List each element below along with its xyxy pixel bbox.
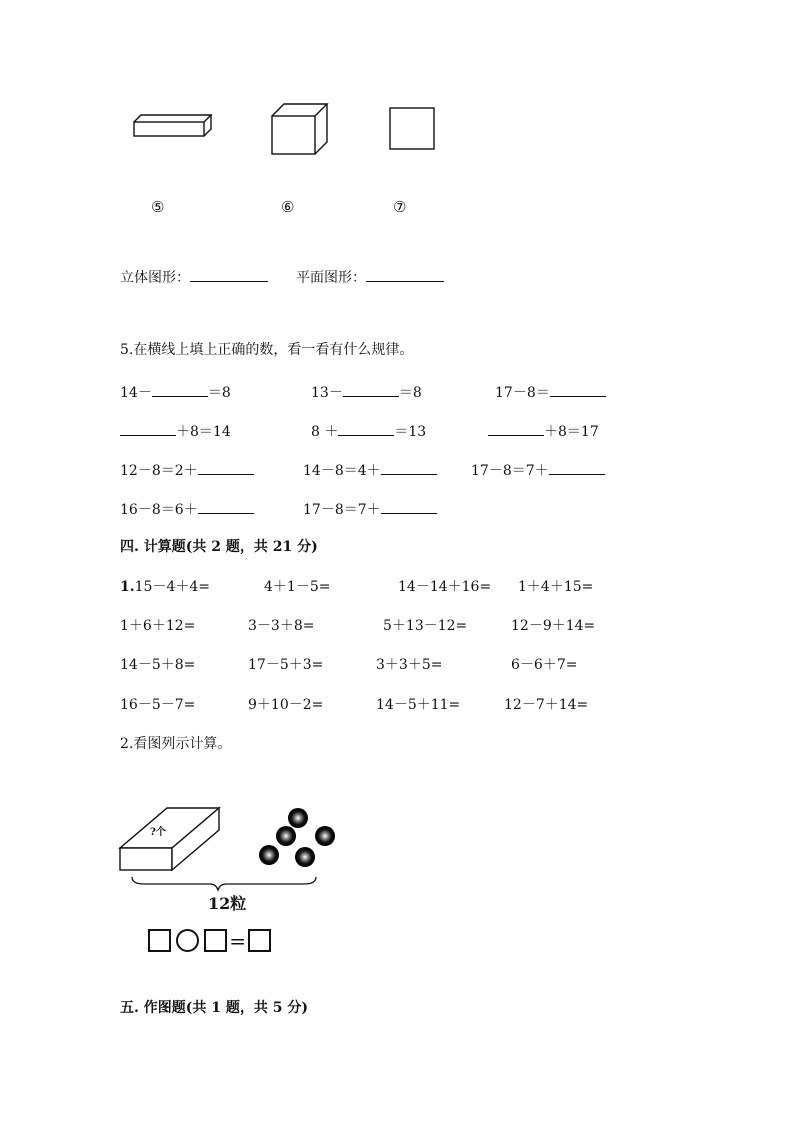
loose-balls [259, 808, 335, 867]
square-shape [390, 108, 434, 149]
answer-blank[interactable] [550, 382, 606, 397]
calc-item: 3＋3＋5= [376, 657, 443, 673]
answer-blank[interactable] [338, 421, 394, 436]
ball [276, 826, 296, 846]
candy-box-shape [120, 808, 219, 870]
calc-item: 1＋4＋15= [518, 579, 594, 595]
equals-sign: = [229, 928, 246, 953]
fill-item: 12－8＝2＋ [120, 460, 254, 480]
calc-item: 14－5＋8= [120, 657, 196, 673]
calc-item: 6－6＋7= [511, 657, 578, 673]
calc-item: 1.15－4＋4= [120, 579, 210, 595]
calc-item: 16－5－7= [120, 697, 196, 713]
answer-blank[interactable] [198, 460, 254, 475]
answer-blank[interactable] [198, 499, 254, 514]
ball [295, 847, 315, 867]
ball [259, 845, 279, 865]
q5-title: 5.在横线上填上正确的数，看一看有什么规律。 [120, 342, 414, 358]
q1-number: 1. [120, 579, 135, 595]
answer-blank[interactable] [120, 421, 176, 436]
answer-blank[interactable] [488, 421, 544, 436]
plane-shapes-line [296, 267, 444, 287]
cube-shape [272, 104, 327, 154]
cuboid-shape [134, 115, 211, 136]
calc-item: 12－7＋14= [504, 697, 589, 713]
equation-template [148, 929, 271, 952]
solid-shapes-blank[interactable] [190, 267, 268, 282]
section4-title: 四. 计算题(共 2 题，共 21 分) [120, 539, 318, 555]
answer-blank[interactable] [343, 382, 399, 397]
plane-shapes-label: 平面图形： [296, 270, 366, 286]
calc-item: 4＋1－5= [264, 579, 331, 595]
calc-item: 9＋10－2= [248, 697, 324, 713]
ball [288, 808, 308, 828]
calc-item: 3－3＋8= [248, 618, 315, 634]
fill-item: 17－8＝7＋ [471, 460, 605, 480]
q2-title: 2.看图列示计算。 [120, 736, 232, 752]
calc-item: 12－9＋14= [511, 618, 596, 634]
total-label: 12粒 [208, 894, 247, 913]
fill-item: 16－8＝6＋ [120, 499, 254, 519]
candy-figure [112, 800, 352, 895]
solid-shapes-line [120, 267, 268, 287]
fill-item: ＋8＝17 [488, 421, 599, 441]
answer-box[interactable] [248, 929, 271, 952]
fill-item: 14－8＝4＋ [303, 460, 437, 480]
answer-blank[interactable] [152, 382, 208, 397]
section5-title: 五. 作图题(共 1 题，共 5 分) [120, 1000, 308, 1016]
shape-label-5: ⑤ [151, 198, 165, 216]
plane-shapes-blank[interactable] [366, 267, 444, 282]
ball [315, 826, 335, 846]
answer-blank[interactable] [381, 499, 437, 514]
answer-blank[interactable] [381, 460, 437, 475]
fill-item: 8 ＋ ＝13 [311, 421, 426, 441]
shape-label-7: ⑦ [393, 198, 407, 216]
answer-blank[interactable] [549, 460, 605, 475]
calc-item: 14－5＋11= [376, 697, 461, 713]
solid-shapes-label: 立体图形： [120, 270, 190, 286]
shapes-figure [128, 100, 448, 160]
brace-shape [132, 877, 316, 890]
calc-item: 14－14＋16= [398, 579, 492, 595]
calc-item: 17－5＋3= [248, 657, 324, 673]
calc-item: 1＋6＋12= [120, 618, 196, 634]
calc-item: 5＋13－12= [383, 618, 468, 634]
number-box[interactable] [204, 929, 227, 952]
fill-item: ＋8＝14 [120, 421, 231, 441]
fill-item: 14－ ＝8 [120, 382, 231, 402]
fill-item: 17－8＝ [495, 382, 606, 402]
box-label: ?个 [150, 827, 166, 838]
number-box[interactable] [148, 929, 171, 952]
fill-item: 13－ ＝8 [311, 382, 422, 402]
shape-label-6: ⑥ [281, 198, 295, 216]
fill-item: 17－8＝7＋ [303, 499, 437, 519]
operator-circle[interactable] [176, 929, 199, 952]
